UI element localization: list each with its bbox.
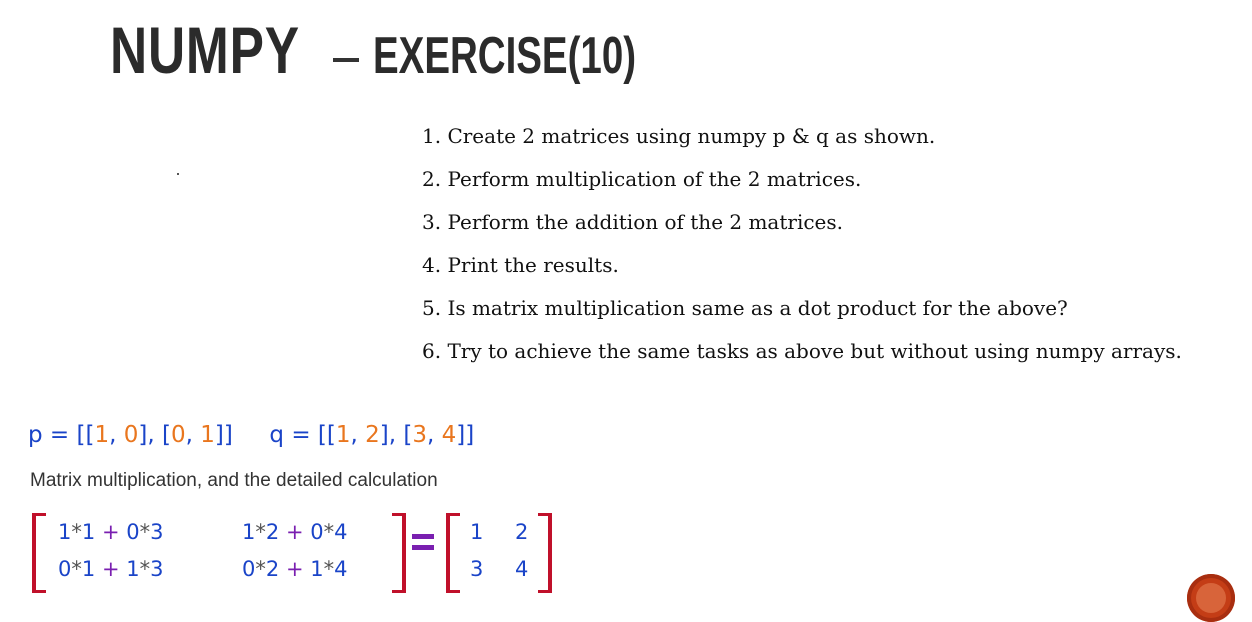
bracket-right xyxy=(538,513,552,593)
matrix-definitions: p = [[1, 0], [0, 1]] q = [[1, 2], [3, 4]] xyxy=(28,422,475,448)
caption: Matrix multiplication, and the detailed calculation xyxy=(30,470,438,491)
logo-inner xyxy=(1196,583,1226,613)
result-cell: 4 xyxy=(515,557,529,581)
p-value: 1 xyxy=(94,422,110,448)
bracket-left xyxy=(32,513,46,593)
q-label: q = [[ xyxy=(269,422,336,448)
p-value: 0 xyxy=(170,422,186,448)
q-value: 1 xyxy=(335,422,351,448)
q-value: 2 xyxy=(365,422,380,448)
slide-title xyxy=(110,8,729,88)
p-value: 0 xyxy=(123,422,139,448)
calc-cell-r2c1: 0*1 + 1*3 xyxy=(58,557,164,581)
bracket-left xyxy=(446,513,460,593)
task-item: 4. Print the results. xyxy=(422,253,619,277)
title-dash xyxy=(333,58,359,62)
task-item: 2. Perform multiplication of the 2 matrices. xyxy=(422,167,862,191)
equals-bar-top xyxy=(412,534,434,539)
q-value: 3 xyxy=(412,422,427,448)
result-cell: 2 xyxy=(515,520,529,544)
equals-bar-bottom xyxy=(412,545,434,550)
calc-cell-r2c2: 0*2 + 1*4 xyxy=(242,557,348,581)
title-sub: EXERCISE(10) xyxy=(373,27,637,85)
calc-cell-r1c1: 1*1 + 0*3 xyxy=(58,520,164,544)
title-main: NUMPY xyxy=(110,13,300,87)
task-list xyxy=(422,118,1182,376)
task-item: 1. Create 2 matrices using numpy p & q as shown. xyxy=(422,124,936,148)
p-value: 1 xyxy=(200,422,215,448)
task-item: 5. Is matrix multiplication same as a dot product for the above? xyxy=(422,296,1068,320)
calc-cell-r1c2: 1*2 + 0*4 xyxy=(242,520,348,544)
q-value: 4 xyxy=(441,422,457,448)
stray-dot xyxy=(177,173,179,175)
result-cell: 1 xyxy=(470,520,484,544)
equals-sign xyxy=(412,531,434,553)
p-label: p = [[ xyxy=(28,422,95,448)
result-cell: 3 xyxy=(470,557,484,581)
task-item: 6. Try to achieve the same tasks as above but without using numpy arrays. xyxy=(422,339,1182,363)
task-item: 3. Perform the addition of the 2 matrices. xyxy=(422,210,844,234)
bracket-right xyxy=(392,513,406,593)
